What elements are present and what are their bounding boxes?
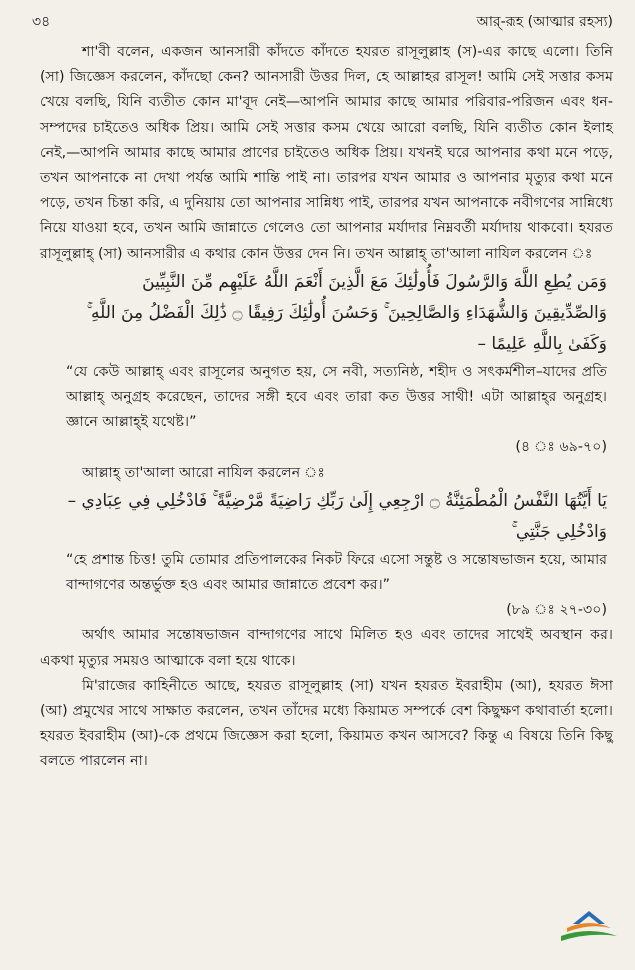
verse-reference-2: (৮৯ ঃ ২৭-৩০) xyxy=(506,602,607,619)
arabic-verse-1-line-1: وَمَن يُطِعِ اللَّهَ وَالرَّسُولَ فَأُولَٰئِكَ مَعَ الَّذِينَ أَنْعَمَ اللَّهُ عَلَيْهِم مِّنَ النَّبِيِّينَ xyxy=(142,271,607,292)
arabic-verse-2-line-2: وَادْخُلِي جَنَّتِي ۚ xyxy=(511,521,607,542)
body-text xyxy=(40,40,613,775)
translation-2-text: “হে প্রশান্ত চিত্ত! তুমি তোমার প্রতিপালকের নিকট ফিরে এসো সন্তুষ্ট ও সন্তোষভাজন হয়ে, আমার বান্দাগণের অন্তর্ভুক্ত হও এবং আমার জান্নাতে প্রবেশ কর।” xyxy=(66,551,607,594)
arabic-verse-1-line-3: وَكَفَىٰ بِاللَّهِ عَلِيمًا – xyxy=(477,333,607,354)
verse-reference-1: (৪ ঃ ৬৯-৭০) xyxy=(515,439,607,456)
page-header xyxy=(32,8,613,32)
arabic-verse-1-line-2: وَالصِّدِّيقِينَ وَالشُّهَدَاءِ وَالصَّالِحِينَ ۚ وَحَسُنَ أُولَٰئِكَ رَفِيقًا ۝ ذَٰلِكَ الْفَضْلُ مِنَ اللَّهِ ۚ xyxy=(86,302,607,323)
running-title: আর্-রূহ (আত্মার রহস্য) xyxy=(476,14,613,30)
arabic-verse-2-line-1: يَا أَيَّتُهَا النَّفْسُ الْمُطْمَئِنَّةُ ۝ ارْجِعِي إِلَىٰ رَبِّكِ رَاضِيَةً مَّرْضِيَّةً ۚ فَادْخُلِي فِي عِبَادِي – xyxy=(67,490,607,511)
translation-1 xyxy=(40,360,613,461)
arabic-verse-2 xyxy=(40,486,613,548)
paragraph-ansari-story: শা'বী বলেন, একজন আনসারী কাঁদতে কাঁদতে হযরত রাসূলুল্লাহ (স)-এর কাছে এলো। তিনি (সা) জিজ্ঞেস করলেন, কাঁদছো কেন? আনসারী উত্তর দিল, হে আল্লাহর রাসূল! আমি সেই সত্তার কসম খেয়ে বলছি, যিনি ব্যতীত কোন মা'বূদ নেই—আপনি আমার কাছে আমার পরিবার-পরিজন এবং ধন-সম্পদের চাইতেও অধিক প্রিয়। আমি সেই সত্তার কসম খেয়ে আরো বলছি, যিনি ব্যতীত কোন ইলাহ নেই,—আপনি আমার কাছে আমার প্রাণের চাইতেও অধিক প্রিয়। যখনই ঘরে আপনার কথা মনে পড়ে, তখন আপনাকে না দেখা পর্যন্ত আমি শান্তি পাই না। তারপর যখন আমার ও আপনার মৃত্যুর কথা মনে পড়ে, তখন চিন্তা করি, এ দুনিয়ায় তো আপনার সান্নিধ্য পাই, তারপর যখন আপনাকে নবীগণের সান্নিধ্যে নিয়ে যাওয়া হবে, তখন আমি জান্নাতে গেলেও তো আপনার মর্যাদার নিম্নবর্তী মর্যাদায় থাকবো। হযরত রাসূলুল্লাহ্ (সা) আনসারীর এ কথার কোন উত্তর দেন নি। তখন আল্লাহ্ তা'আলা নাযিল করলেন ঃ xyxy=(40,44,613,262)
translation-2 xyxy=(40,548,613,624)
translation-1-text: “যে কেউ আল্লাহ্ এবং রাসূলের অনুগত হয়, সে নবী, সত্যনিষ্ঠ, শহীদ ও সৎকর্মশীল–যাদের প্রতি আল্লাহ্ অনুগ্রহ করেছেন, তাদের সঙ্গী হবে এবং তারা কত উত্তর সাথী! এটা আল্লাহ্‌র অনুগ্রহ। জ্ঞানে আল্লাহ্‌ই যথেষ্ট।” xyxy=(66,363,607,431)
logo-blue-chevron xyxy=(573,911,605,924)
publisher-logo-icon xyxy=(553,908,625,948)
logo-orange-swoosh xyxy=(567,923,611,932)
page-number: ৩৪ xyxy=(32,14,51,30)
paragraph-meaning: অর্থাৎ আমার সন্তোষভাজন বান্দাগণের সাথে মিলিত হও এবং তাদের সাথেই অবস্থান কর। একথা মৃত্যুর সময়ও আত্মাকে বলা হয়ে থাকে। xyxy=(40,627,613,669)
logo-green-swoosh xyxy=(561,931,617,941)
paragraph-miraj: মি'রাজের কাহিনীতে আছে, হযরত রাসূলুল্লাহ (সা) যখন হযরত ইবরাহীম (আ), হযরত ঈসা (আ) প্রমুখের সাথে সাক্ষাত করলেন, তখন তাঁদের মধ্যে কিয়ামত সম্পর্কে বেশ কিছুক্ষণ কথাবার্তা হলো। হযরত ইবরাহীম (আ)-কে প্রথমে জিজ্ঞেস করা হলো, কিয়ামত কখন আসবে? কিন্তু এ বিষয়ে তিনি কিছু বলতে পারলেন না। xyxy=(40,677,613,770)
arabic-verse-1 xyxy=(40,267,613,360)
paragraph-revelation: আল্লাহ্ তা'আলা আরো নাযিল করলেন ঃ xyxy=(82,464,325,481)
